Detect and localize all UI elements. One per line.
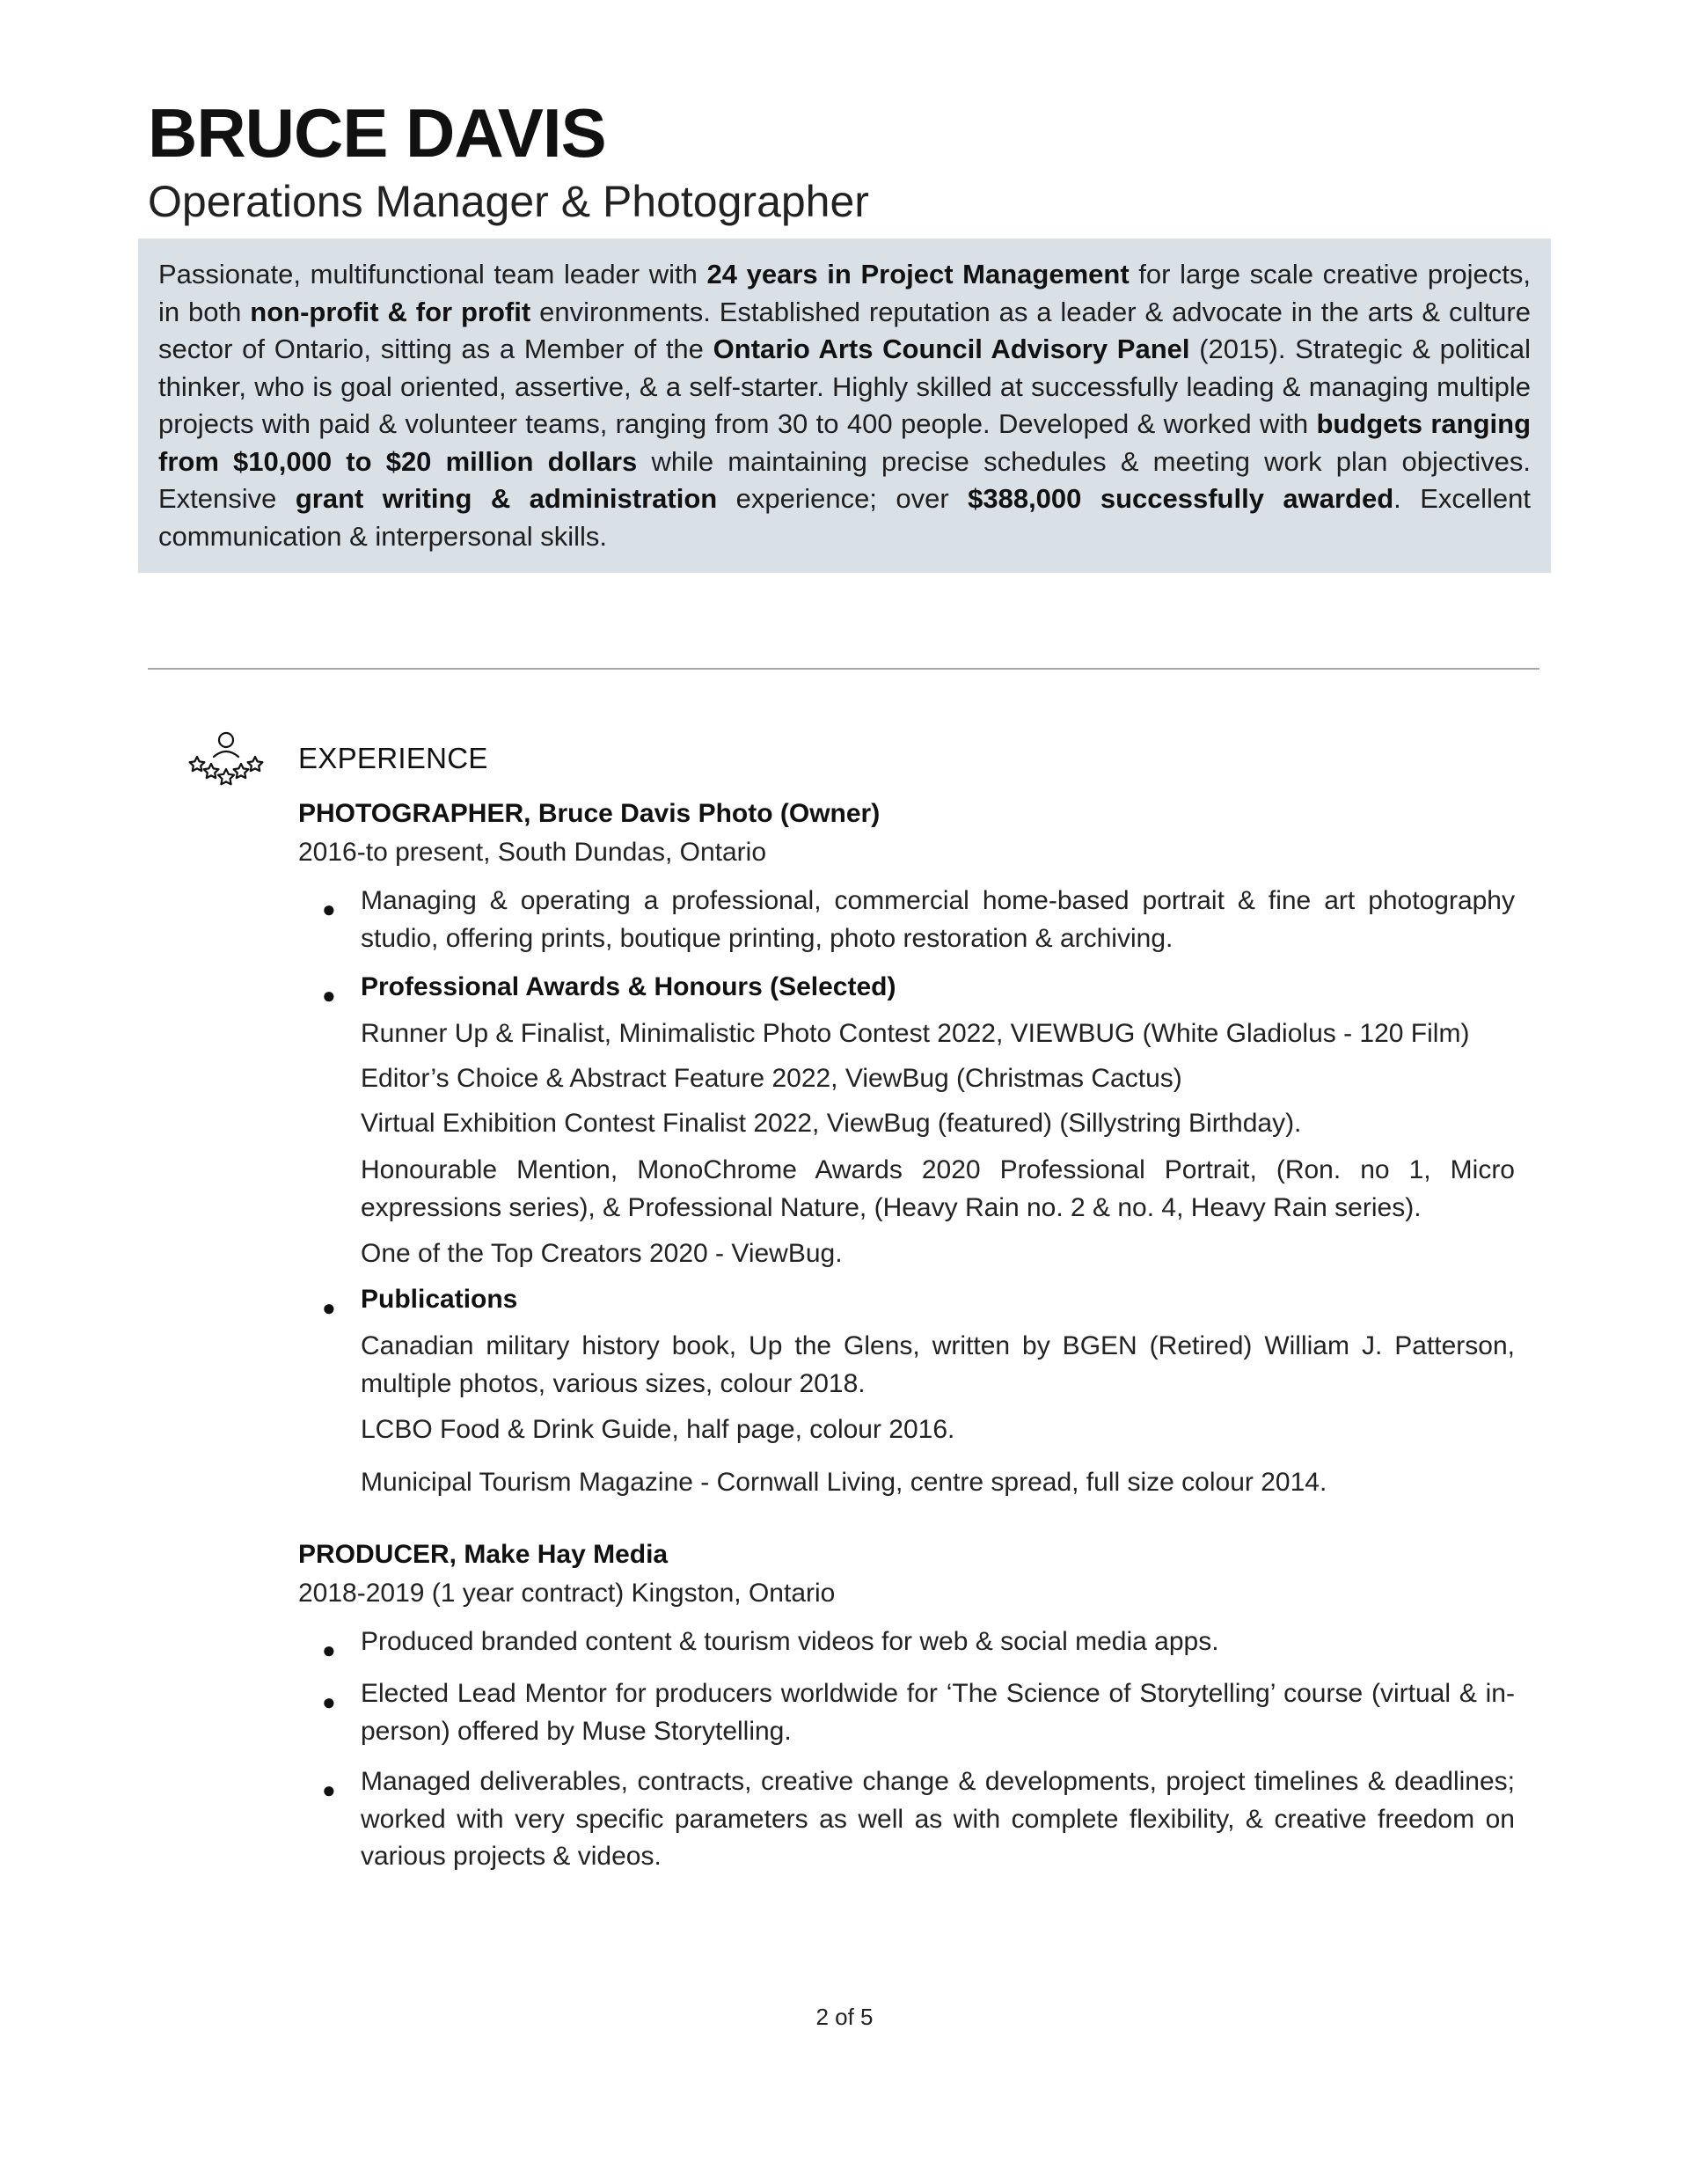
- summary-text: environments. Established reputation as a leader & advocate in the arts & culture sector of Ontario, sitting as a Member of the: [158, 296, 1531, 364]
- award-item: Editor’s Choice & Abstract Feature 2022, ViewBug (Christmas Cactus): [361, 1064, 1182, 1093]
- publications-heading: Publications: [361, 1285, 518, 1314]
- bullet-icon: ●: [322, 1637, 336, 1663]
- summary-highlight: 24 years in Project Management: [706, 259, 1130, 289]
- section-divider: [148, 668, 1539, 670]
- experience-heading: EXPERIENCE: [298, 742, 488, 774]
- summary-text: experience; over: [717, 483, 969, 514]
- summary-text: while maintaining precise schedules & meeting work plan objectives. Extensive: [158, 445, 1531, 514]
- award-item: Runner Up & Finalist, Minimalistic Photo Contest 2022, VIEWBUG (White Gladiolus - 120 Film): [361, 1019, 1470, 1048]
- summary-highlight: Ontario Arts Council Advisory Panel: [713, 333, 1190, 364]
- publication-item: Municipal Tourism Magazine - Cornwall Living, centre spread, full size colour 2014.: [361, 1468, 1327, 1497]
- job-meta: 2018-2019 (1 year contract) Kingston, Ontario: [298, 1579, 836, 1608]
- team-stars-icon: [185, 730, 267, 787]
- award-item: Virtual Exhibition Contest Finalist 2022, ViewBug (featured) (Sillystring Birthday).: [361, 1109, 1302, 1138]
- page-number: 2 of 5: [815, 2004, 874, 2030]
- summary-highlight: budgets ranging from $10,000 to $20 million dollars: [158, 408, 1532, 477]
- summary-highlight: $388,000 successfully awarded: [968, 483, 1394, 514]
- summary-box: [138, 238, 1551, 573]
- summary-text: (2015). Strategic & political thinker, who is goal oriented, assertive, & a self-starter. Highly skilled at successfully leading & managing multiple projects with paid & volunteer teams, ranging from 30 to 400 people. Developed & worked with: [158, 333, 1531, 439]
- candidate-role: Operations Manager & Photographer: [148, 177, 869, 226]
- publication-item: LCBO Food & Drink Guide, half page, colour 2016.: [361, 1415, 955, 1444]
- bullet-icon: ●: [322, 1689, 336, 1715]
- bullet-icon: ●: [322, 1294, 336, 1321]
- bullet-icon: ●: [322, 982, 336, 1008]
- bullet-icon: ●: [322, 1777, 336, 1803]
- summary-highlight: grant writing & administration: [295, 483, 718, 514]
- job-bullet: Produced branded content & tourism videos for web & social media apps.: [361, 1627, 1219, 1656]
- bullet-icon: ●: [322, 896, 336, 922]
- award-item: Honourable Mention, MonoChrome Awards 2020 Professional Portrait, (Ron. no 1, Micro expressions series), & Professional Nature, (Heavy Rain no. 2 & no. 4, Heavy Rain series).: [361, 1155, 1515, 1222]
- job-bullet: Elected Lead Mentor for producers worldwide for ‘The Science of Storytelling’ course (virtual & in-person) offered by Muse Storytelling.: [361, 1679, 1515, 1746]
- summary-text: for large scale creative projects, in both: [158, 259, 1531, 327]
- job-bullet: Managing & operating a professional, commercial home-based portrait & fine art photography studio, offering prints, boutique printing, photo restoration & archiving.: [361, 886, 1515, 953]
- award-item: One of the Top Creators 2020 - ViewBug.: [361, 1239, 843, 1268]
- job-bullet: Managed deliverables, contracts, creative change & developments, project timelines & deadlines; worked with very specific parameters as well as with complete flexibility, & creative freedom on various projects & videos.: [361, 1767, 1515, 1871]
- summary-text: Passionate, multifunctional team leader with: [158, 259, 707, 289]
- candidate-name: BRUCE DAVIS: [148, 94, 606, 172]
- job-title: PHOTOGRAPHER, Bruce Davis Photo (Owner): [298, 799, 881, 828]
- awards-heading: Professional Awards & Honours (Selected): [361, 972, 896, 1001]
- summary-highlight: non-profit & for profit: [250, 296, 531, 327]
- publication-item: Canadian military history book, Up the Glens, written by BGEN (Retired) William J. Patterson, multiple photos, various sizes, colour 2018.: [361, 1331, 1515, 1398]
- job-title: PRODUCER, Make Hay Media: [298, 1540, 669, 1569]
- summary-text: . Excellent communication & interpersonal skills.: [158, 483, 1532, 552]
- job-meta: 2016-to present, South Dundas, Ontario: [298, 838, 767, 867]
